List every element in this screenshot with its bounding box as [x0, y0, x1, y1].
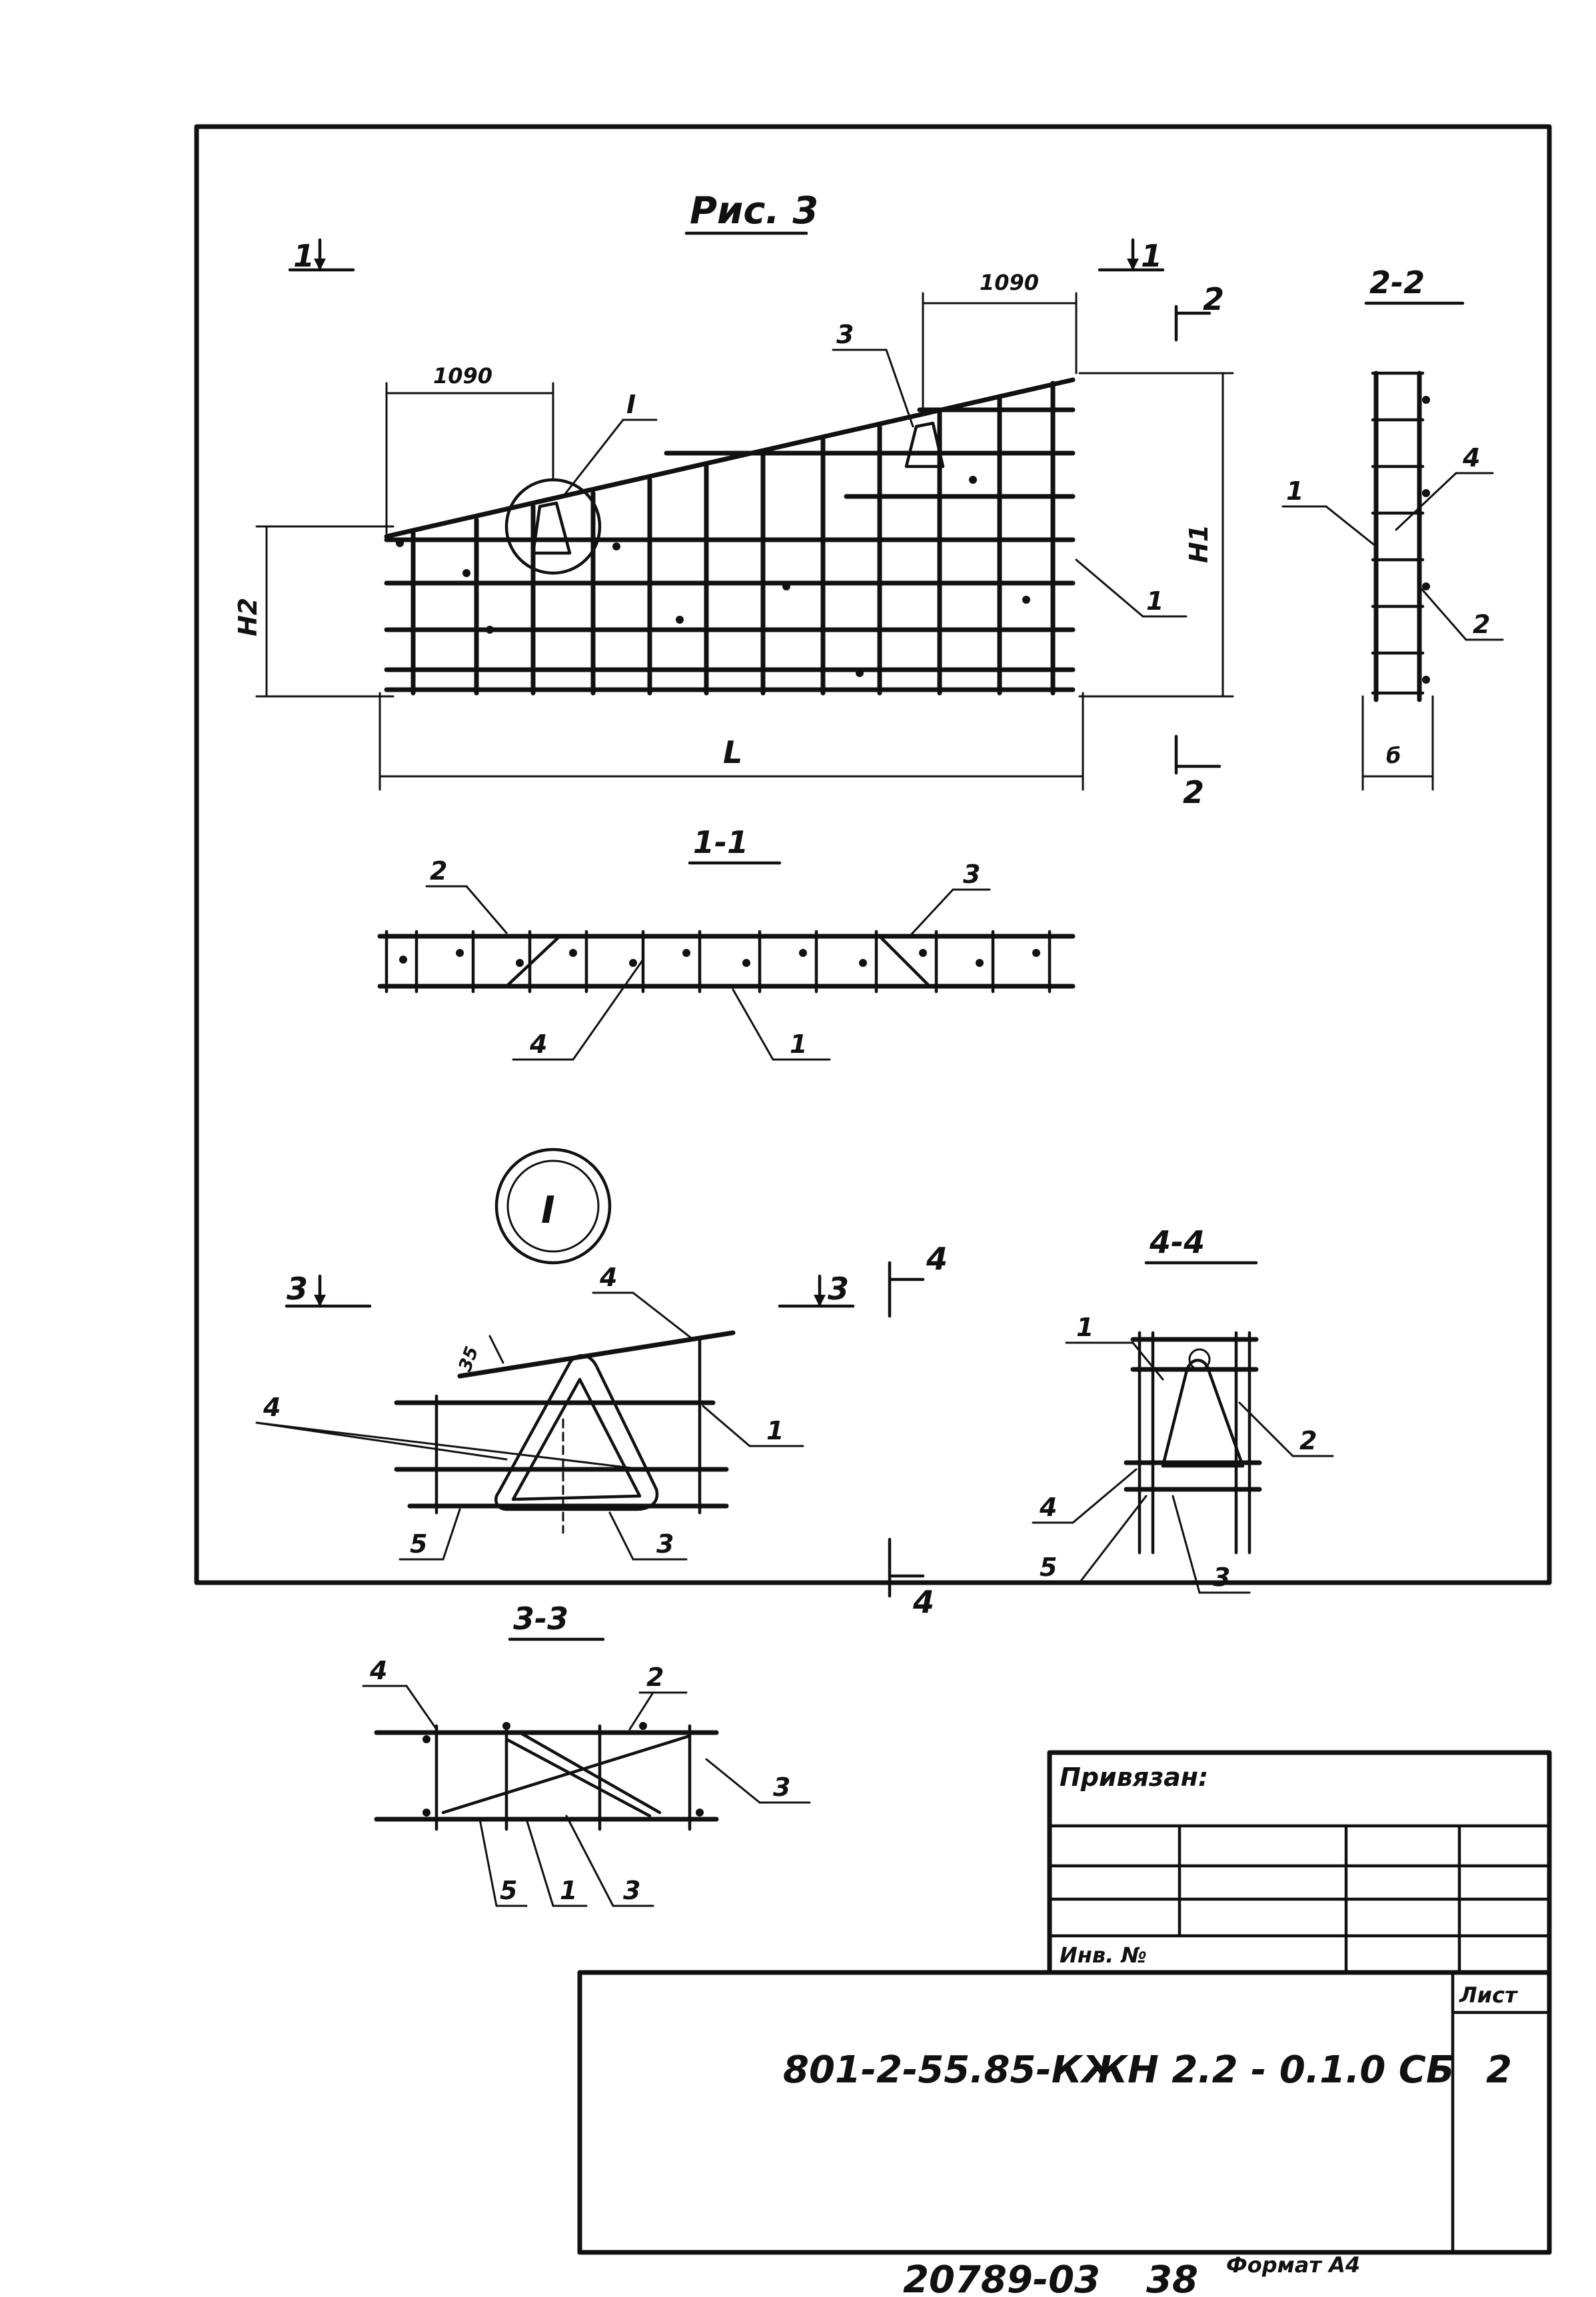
svg-text:2: 2 — [1486, 2048, 1512, 2092]
svg-text:3-3: 3-3 — [513, 1601, 569, 1637]
svg-text:1: 1 — [560, 1876, 578, 1905]
svg-text:H2: H2 — [233, 597, 263, 636]
svg-text:2: 2 — [430, 856, 448, 886]
svg-text:3: 3 — [1213, 1563, 1231, 1592]
svg-text:2-2: 2-2 — [1369, 265, 1425, 301]
title-block — [580, 1753, 1549, 2252]
svg-text:5: 5 — [500, 1876, 518, 1905]
svg-text:4: 4 — [530, 1030, 548, 1059]
main-elevation — [387, 380, 1073, 693]
svg-text:1: 1 — [293, 238, 315, 274]
svg-text:4: 4 — [1040, 1493, 1058, 1522]
svg-text:3: 3 — [623, 1876, 641, 1905]
section-marker-3-left — [287, 1271, 370, 1307]
svg-text:Привязан:: Привязан: — [1060, 1763, 1209, 1792]
svg-text:38: 38 — [1146, 2258, 1198, 2297]
svg-text:5: 5 — [1040, 1553, 1058, 1582]
svg-text:Лист: Лист — [1459, 1982, 1517, 2008]
leader-part-1-main — [1076, 560, 1186, 616]
section-marker-2-top — [1176, 281, 1224, 340]
detail-I-mark — [496, 1149, 610, 1263]
footer — [903, 2252, 1360, 2297]
svg-text:4: 4 — [913, 1584, 935, 1620]
svg-text:801-2-55.85-КЖН 2.2 - 0.1.0 СБ: 801-2-55.85-КЖН 2.2 - 0.1.0 СБ — [783, 2048, 1455, 2092]
dimension-1090-left — [387, 363, 553, 533]
leader-detail-I — [563, 390, 656, 496]
svg-text:4: 4 — [926, 1241, 948, 1277]
dimension-H1 — [1080, 373, 1233, 696]
svg-text:1: 1 — [1146, 586, 1164, 616]
svg-text:1090: 1090 — [433, 363, 493, 388]
svg-text:2: 2 — [1299, 1426, 1317, 1455]
dimension-H2 — [233, 526, 393, 696]
svg-text:2: 2 — [646, 1663, 664, 1692]
svg-text:1090: 1090 — [980, 270, 1040, 295]
svg-text:3: 3 — [828, 1271, 850, 1307]
section-marker-2-bottom — [1176, 736, 1219, 810]
svg-text:2: 2 — [1183, 774, 1205, 810]
svg-text:1: 1 — [1286, 476, 1304, 506]
svg-text:I: I — [626, 390, 636, 419]
svg-text:3: 3 — [963, 860, 981, 889]
svg-text:4: 4 — [600, 1263, 618, 1292]
svg-text:б: б — [1386, 743, 1401, 768]
section-marker-4-top — [890, 1241, 948, 1316]
section-1-1 — [380, 824, 1073, 1060]
svg-text:1: 1 — [766, 1416, 784, 1445]
svg-text:20789-03: 20789-03 — [903, 2258, 1100, 2297]
figure-title — [686, 189, 818, 233]
svg-text:Рис. 3: Рис. 3 — [690, 189, 819, 233]
svg-text:4: 4 — [370, 1656, 388, 1685]
svg-text:Инв. №: Инв. № — [1060, 1942, 1147, 1968]
svg-text:5: 5 — [410, 1529, 428, 1559]
svg-text:L: L — [723, 734, 743, 770]
svg-text:I: I — [541, 1189, 555, 1232]
svg-text:35: 35 — [454, 1343, 483, 1375]
svg-text:1-1: 1-1 — [693, 824, 749, 860]
section-3-3 — [363, 1601, 810, 1906]
svg-text:1: 1 — [1076, 1313, 1094, 1342]
svg-text:3: 3 — [656, 1529, 674, 1559]
section-2-2 — [1283, 265, 1503, 790]
section-marker-1-right — [1100, 238, 1163, 274]
section-marker-4-bottom — [890, 1539, 934, 1620]
svg-text:H1: H1 — [1184, 524, 1213, 563]
section-marker-3-right — [780, 1271, 853, 1307]
svg-text:3: 3 — [287, 1271, 309, 1307]
svg-text:4: 4 — [1463, 443, 1481, 472]
svg-text:3: 3 — [773, 1773, 791, 1802]
svg-text:4: 4 — [263, 1393, 281, 1422]
leader-part-3-top — [833, 320, 913, 426]
svg-text:2: 2 — [1203, 281, 1225, 317]
section-4-4 — [1030, 1224, 1333, 1593]
sheet-frame — [197, 127, 1549, 1583]
svg-text:3: 3 — [836, 320, 854, 349]
svg-text:1: 1 — [1141, 238, 1163, 274]
svg-text:Формат А4: Формат А4 — [1226, 2252, 1361, 2278]
section-marker-1-left — [290, 238, 353, 274]
dimension-L — [380, 693, 1083, 790]
svg-text:4-4: 4-4 — [1150, 1224, 1205, 1260]
svg-text:2: 2 — [1473, 610, 1491, 639]
svg-text:1: 1 — [790, 1030, 808, 1059]
